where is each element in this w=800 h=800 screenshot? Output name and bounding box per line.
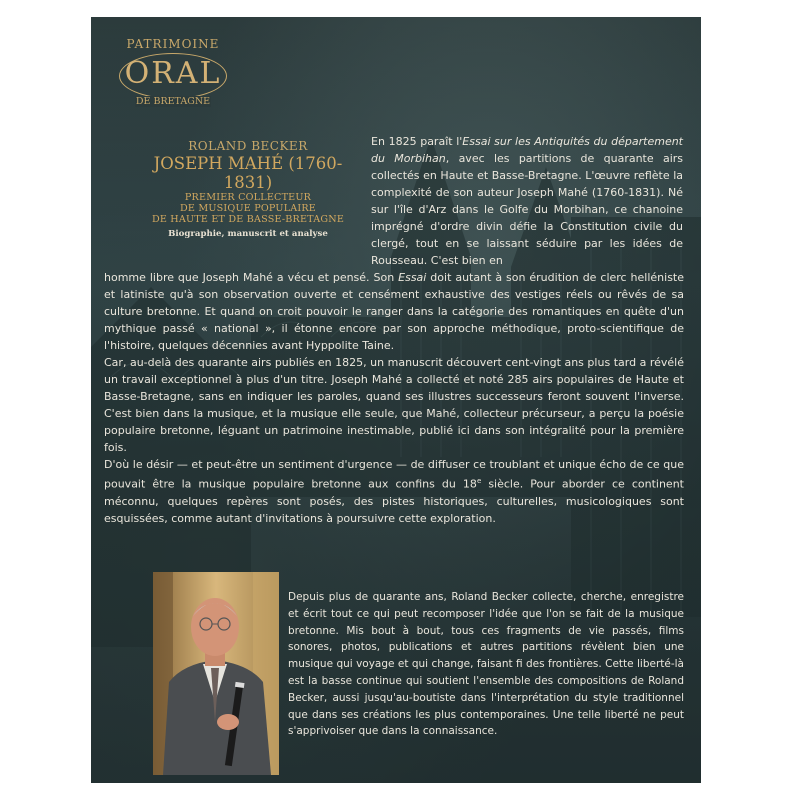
p3-superscript: e bbox=[476, 477, 482, 485]
logo-top-text: PATRIMOINE bbox=[126, 37, 220, 51]
title-block bbox=[141, 139, 355, 239]
p3-text-b: siècle. Pour aborder ce continent méconnu, quelques repères sont posés, des pistes historiques, culturelles, musicologiques sont esquissées, comme autant d'invitations à poursuivre cette exploration. bbox=[104, 477, 684, 525]
book-back-cover bbox=[91, 17, 701, 783]
author-portrait-photo bbox=[153, 572, 279, 775]
p1-after-title-text: , avec les partitions de quarante airs collectés en Haute et Basse-Bretagne. L'œuvre reflète la complexité de son auteur Joseph Mahé (1760-1831). Né sur l'île d'Arz dans le Golfe du Morbihan, ce chanoine imprégné d'ordre divin défie la Constitution civile du clergé, tout en se laissant séduire par les idées de Rousseau. C'est bien en bbox=[371, 152, 684, 267]
p1-book-title-italic: Essai sur les Antiquités du département du Morbihan bbox=[371, 135, 683, 165]
paragraph-1-continuation bbox=[104, 269, 684, 354]
subtitle-line-1: PREMIER COLLECTEUR bbox=[184, 192, 312, 203]
book-title: JOSEPH MAHÉ (1760-1831) bbox=[153, 154, 343, 192]
subtitle-line-3: DE HAUTE ET DE BASSE-BRETAGNE bbox=[151, 214, 345, 225]
tagline: Biographie, manuscrit et analyse bbox=[168, 229, 328, 239]
author-biography-paragraph: Depuis plus de quarante ans, Roland Becker collecte, cherche, enregistre et écrit tout ce qui peut recomposer l'idée que l'on se fait de la musique bretonne. Mis bout à bout, tous ces fragments de vie passés, films sonores, photos, publications et autres partitions révèlent bien une musique qui voyage et qui change, faisant fi des frontières. Cette liberté-là est la basse continue qui soutient l'ensemble des compositions de Roland Becker, aussi jusqu'au-boutiste dans l'interprétation du style traditionnel que dans ses créations les plus contemporaines. Une telle liberté ne peut s'apprivoiser que dans la connaissance. bbox=[288, 591, 684, 738]
logo-bottom-text: DE BRETAGNE bbox=[135, 96, 211, 107]
p1-intro-text: En 1825 paraît l' bbox=[371, 135, 463, 148]
paragraph-1-intro bbox=[371, 133, 683, 269]
paragraph-2: Car, au-delà des quarante airs publiés en 1825, un manuscrit découvert cent-vingt ans plus tard a révélé un travail exceptionnel à plus d'un titre. Joseph Mahé a collecté et noté 285 airs populaires de Haute et Basse-Bretagne, sans en indiquer les paroles, quand ses illustres successeurs feront souvent l'inverse. C'est bien dans la musique, et la musique elle seule, que Mahé, collecteur précurseur, a perçu la poésie populaire bretonne, léguant un patrimoine inestimable, publié ici dans son intégralité pour la première fois. bbox=[104, 356, 684, 454]
p3-text-a: D'où le désir — et peut-être un sentiment d'urgence — de diffuser ce troublant et unique écho de ce que pouvait être la musique populaire bretonne aux confins du 18 bbox=[104, 458, 684, 491]
paragraph-3 bbox=[104, 456, 684, 527]
subtitle-line-2: DE MUSIQUE POPULAIRE bbox=[179, 203, 317, 214]
p1-rest-text-b: doit autant à son érudition de clerc helléniste et latiniste qu'à son observation ouverte et censément exhaustive des vestiges réels ou rêvés de sa culture bretonne. Et quand on croit pouvoir le ranger dans la catégorie des romantiques en quête d'un mythique passé « national », il étonne encore par son approche méthodique, proto-scientifique de l'histoire, quelques décennies avant Hyppolite Taine. bbox=[104, 271, 685, 352]
logo-main-text: ORAL bbox=[124, 56, 222, 91]
p1-rest-italic: Essai bbox=[398, 271, 427, 284]
patrimoine-oral-logo bbox=[113, 33, 233, 117]
author-name: ROLAND BECKER bbox=[188, 139, 308, 153]
p1-rest-text-a: homme libre que Joseph Mahé a vécu et pensé. Son bbox=[104, 271, 399, 284]
